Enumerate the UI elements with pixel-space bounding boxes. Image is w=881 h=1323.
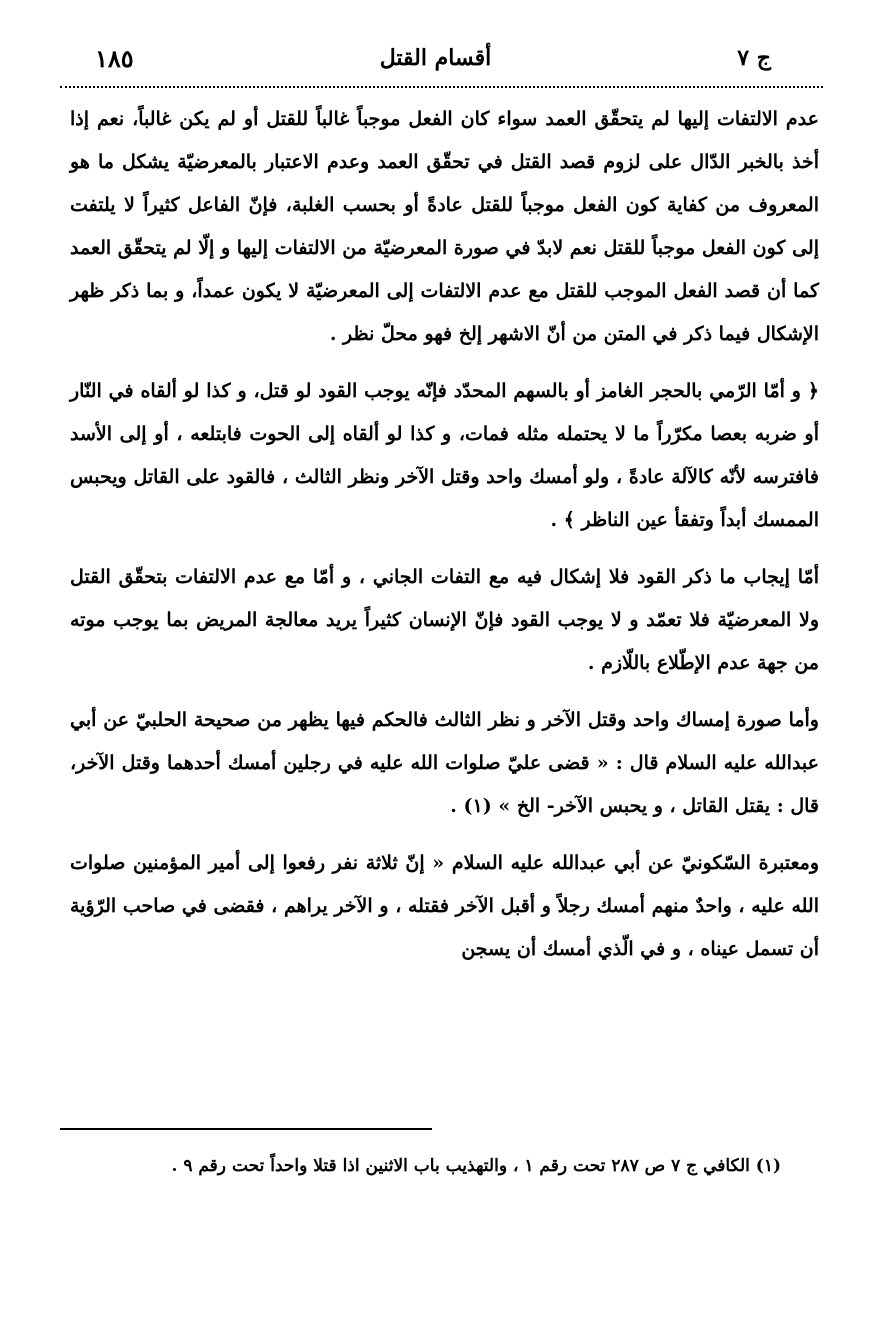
header-divider xyxy=(60,86,823,88)
paragraph: عدم الالتفات إليها لم يتحقّق العمد سواء كان الفعل موجباً غالباً للقتل أو لم يكن غالباً، نعم إذا أخذ بالخبر الدّال على لزوم قصد القتل في تحقّق العمد وعدم الاعتبار بالمعرضيّة يشكل ما هو المعروف من كفاية كون الفعل موجباً للقتل عادةً أو بحسب الغلبة، فإنّ الفاعل كثيراً لا يلتفت إلى كون الفعل موجباً للقتل نعم لابدّ في صورة المعرضيّة من الالتفات إليها و إلّا لم يتحقّق العمد كما أن قصد الفعل الموجب للقتل مع عدم الالتفات إلى المعرضيّة لا يكون عمداً، و بما ذكر ظهر الإشكال فيما ذكر في المتن من أنّ الاشهر إلخ فهو محلّ نظر . xyxy=(70,108,819,345)
footnote: (١) الكافي ج ٧ ص ٢٨٧ تحت رقم ١ ، والتهذيب باب الاثنين اذا قتلا واحداً تحت رقم ٩ . xyxy=(171,1156,781,1176)
footnote-divider xyxy=(60,1128,432,1130)
page-number: ١٨٥ xyxy=(95,43,134,73)
running-header xyxy=(95,38,771,78)
paragraph: ﴿ و أمّا الرّمي بالحجر الغامز أو بالسهم المحدّد فإنّه يوجب القود لو قتل، و كذا لو ألقاه في النّار أو ضربه بعصا مكرّراً ما لا يحتمله مثله فمات، و كذا لو ألقاه إلى الحوت فابتلعه ، أو إلى الأسد فافترسه لأنّه كالآلة عادةً ، ولو أمسك واحد وقتل الآخر ونظر الثالث ، فالقود على القاتل ويحبس الممسك أبداً وتفقأ عين الناظر ﴾ . xyxy=(70,380,819,531)
volume-label: ج ٧ xyxy=(737,45,771,71)
paragraph: أمّا إيجاب ما ذكر القود فلا إشكال فيه مع التفات الجاني ، و أمّا مع عدم الالتفات بتحقّق القتل ولا المعرضيّة فلا تعمّد و لا يوجب القود فإنّ الإنسان كثيراً يريد معالجة المريض بما يوجب موته من جهة عدم الإطّلاع باللّازم . xyxy=(70,566,819,674)
chapter-title: أقسام القتل xyxy=(379,45,492,71)
main-text xyxy=(70,98,819,985)
paragraph: وأما صورة إمساك واحد وقتل الآخر و نظر الثالث فالحكم فيها يظهر من صحيحة الحلبيّ عن أبي عبدالله عليه السلام قال : « قضى عليّ صلوات الله عليه في رجلين أمسك أحدهما وقتل الآخر، قال : يقتل القاتل ، و يحبس الآخر- الخ » (١) . xyxy=(70,709,819,817)
paragraph: ومعتبرة السّكونيّ عن أبي عبدالله عليه السلام « إنّ ثلاثة نفر رفعوا إلى أمير المؤمنين صلوات الله عليه ، واحدٌ منهم أمسك رجلاً و أقبل الآخر فقتله ، و الآخر يراهم ، فقضى في صاحب الرّؤية أن تسمل عيناه ، و في الّذي أمسك أن يسجن xyxy=(70,852,819,960)
